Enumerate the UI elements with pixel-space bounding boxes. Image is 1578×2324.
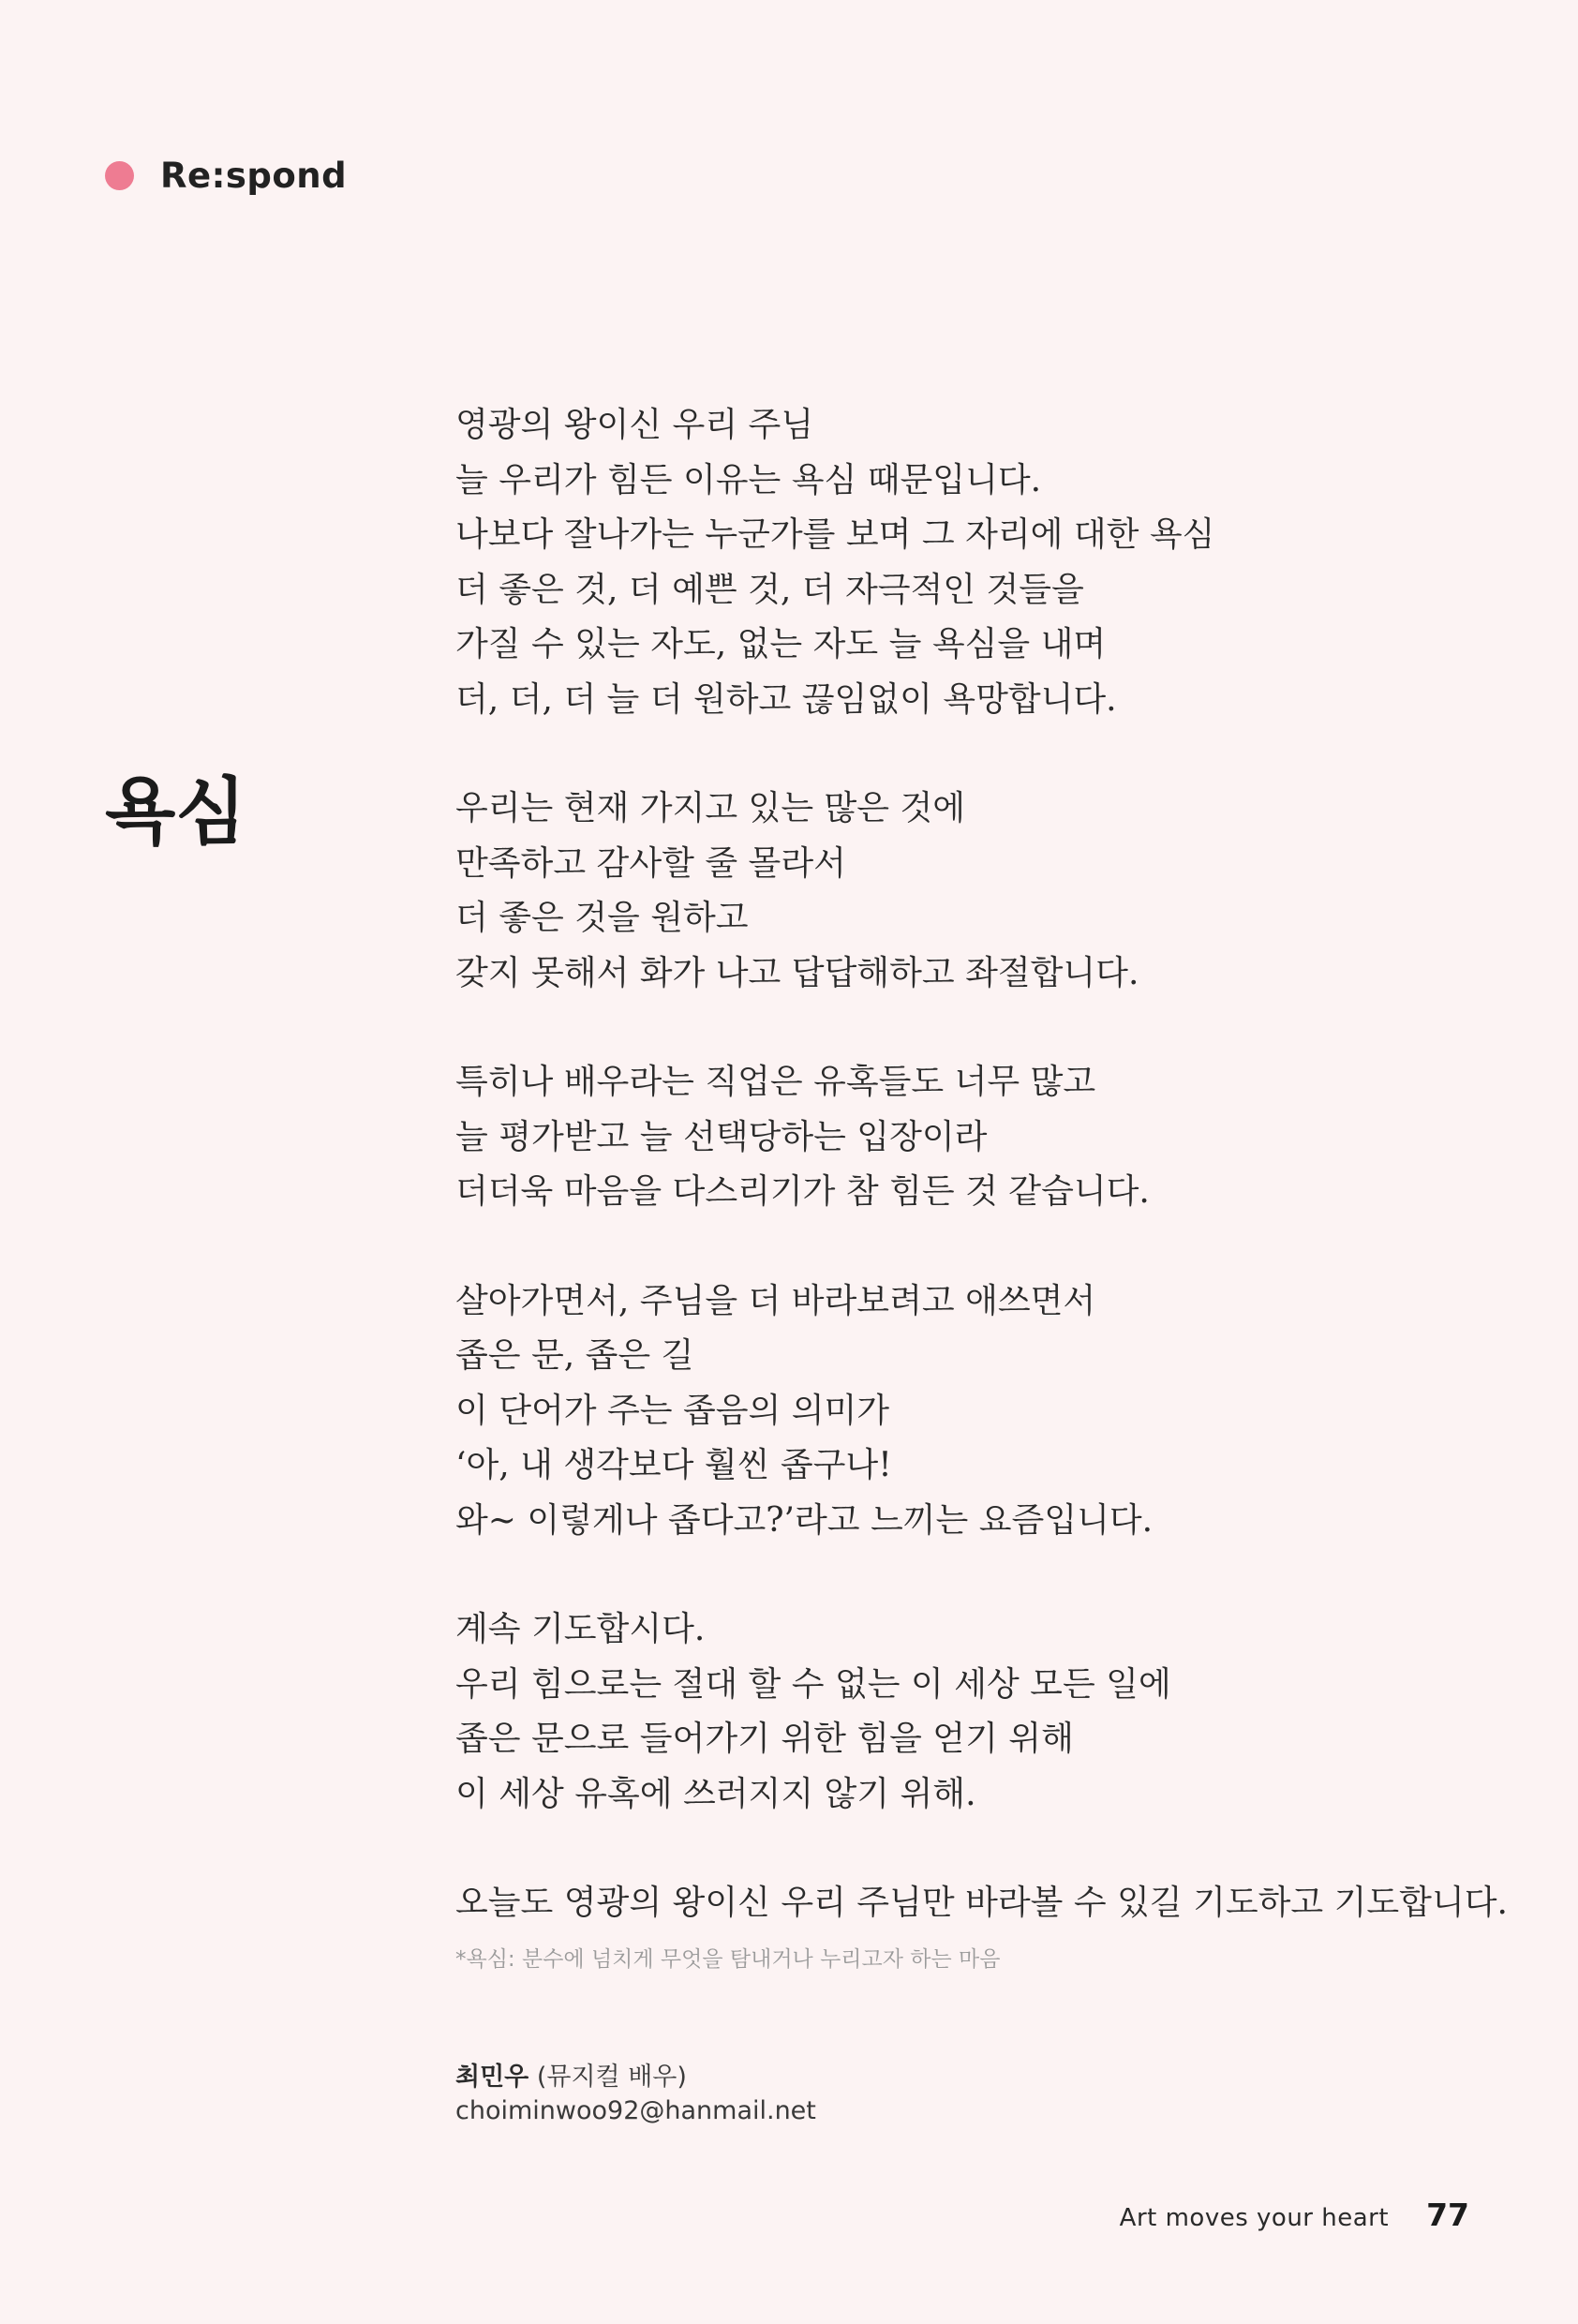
section-header [105,156,347,196]
poem-line: 우리 힘으로는 절대 할 수 없는 이 세상 모든 일에 [455,1664,1171,1704]
poem-stanza [455,1274,1505,1549]
author-line [455,2056,687,2093]
author-email: choiminwoo92@hanmail.net [455,2096,816,2125]
poem-stanza [455,782,1505,1001]
author-name: 최민우 [455,2063,529,2092]
poem-stanza [455,398,1505,727]
poem-line: 만족하고 감사할 줄 몰라서 [455,843,846,883]
poem-line: 이 세상 유혹에 쓰러지지 않기 위해. [455,1774,976,1813]
poem-line: 특히나 배우라는 직업은 유혹들도 너무 많고 [455,1063,1096,1101]
pink-dot-icon [105,161,134,190]
page-number: 77 [1426,2197,1469,2233]
poem-stanza [455,1876,1508,1931]
poem-line: 더더욱 마음을 다스리기가 참 힘든 것 같습니다. [455,1172,1150,1211]
poem-line: 오늘도 영광의 왕이신 우리 주님만 바라볼 수 있길 기도하고 기도합니다. [455,1884,1508,1922]
poem-stanza [455,1602,1505,1822]
page-footer [1120,2197,1469,2233]
poem-line: 더 좋은 것, 더 예쁜 것, 더 자극적인 것들을 [455,570,1084,609]
poem-line: 영광의 왕이신 우리 주님 [455,406,814,444]
poem-body [455,398,1508,1986]
poem-line: 살아가면서, 주님을 더 바라보려고 애쓰면서 [455,1281,1096,1320]
poem-line: 늘 평가받고 늘 선택당하는 입장이라 [455,1117,988,1156]
poem-line: ‘아, 내 생각보다 훨씬 좁구나! [455,1446,892,1484]
poem-line: 더 좋은 것을 원하고 [455,899,749,937]
poem-line: 이 단어가 주는 좁음의 의미가 [455,1391,890,1430]
poem-line: 갖지 못해서 화가 나고 답답해하고 좌절합니다. [455,953,1139,992]
poem-line: 나보다 잘나가는 누군가를 보며 그 자리에 대한 욕심 [455,515,1215,554]
poem-line: 늘 우리가 힘든 이유는 욕심 때문입니다. [455,460,1042,499]
author-role: (뮤지컬 배우) [528,2063,687,2092]
poem-line: 계속 기도합시다. [455,1610,706,1648]
footer-slogan: Art moves your heart [1119,2204,1390,2232]
poem-title: 욕심 [105,769,246,855]
poem-line: 더, 더, 더 늘 더 원하고 끊임없이 욕망합니다. [455,679,1117,719]
poem-stanza [455,1055,1505,1220]
footnote: *욕심: 분수에 넘치게 무엇을 탐내거나 누리고자 하는 마음 [455,1947,1001,1972]
poem-line: 와~ 이렇게나 좁다고?’라고 느끼는 요즘입니다. [455,1500,1154,1540]
poem-line: 가질 수 있는 자도, 없는 자도 늘 욕심을 내며 [455,625,1107,663]
poem-line: 좁은 문, 좁은 길 [455,1336,694,1375]
poem-line: 우리는 현재 가지고 있는 많은 것에 [455,789,966,827]
section-label: Re:spond [160,156,348,196]
poem-line: 좁은 문으로 들어가기 위한 힘을 얻기 위해 [455,1720,1074,1758]
